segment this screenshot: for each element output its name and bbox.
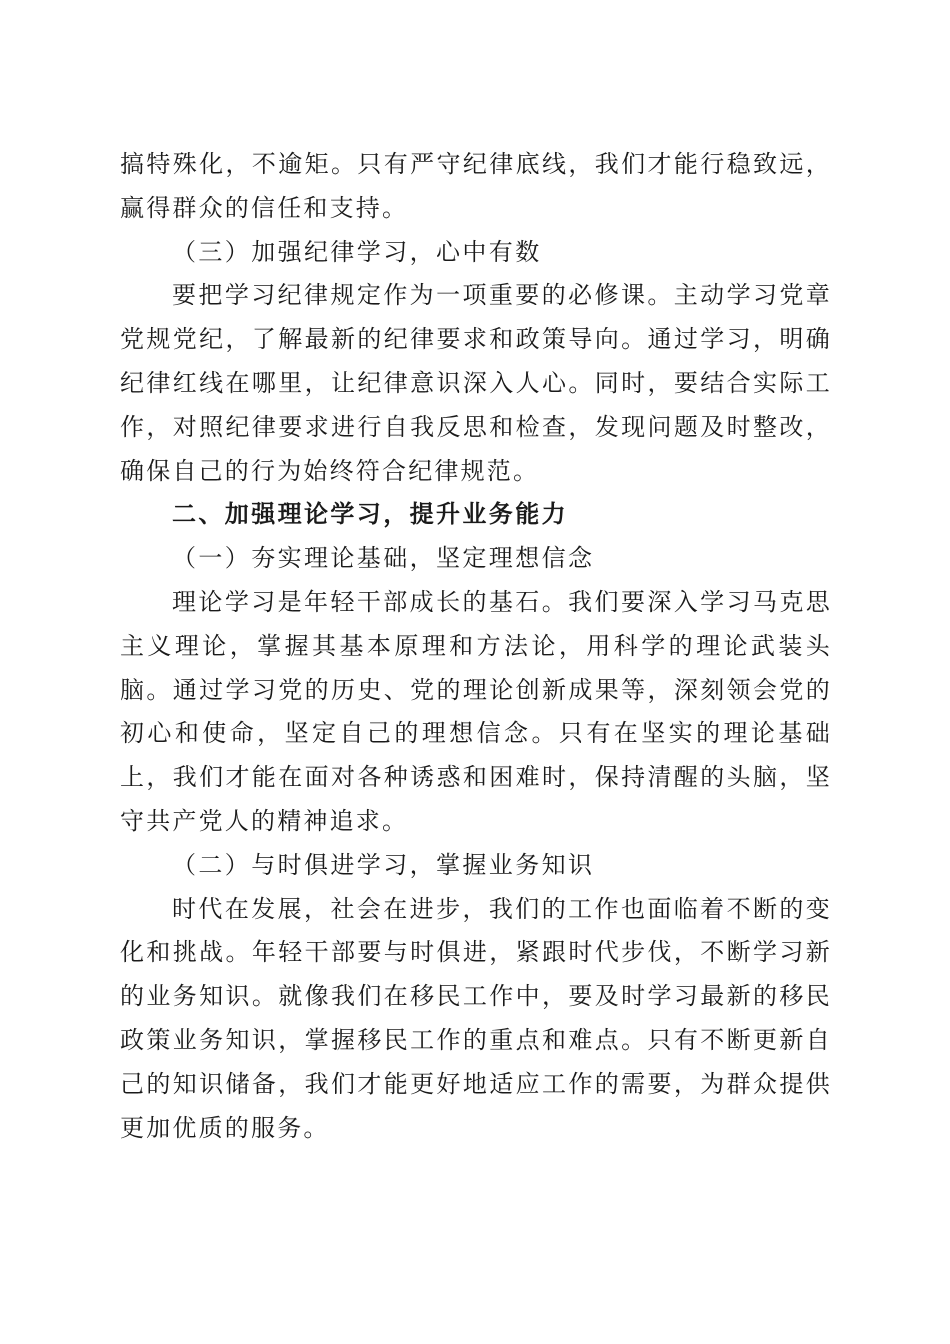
subsection-heading-business-knowledge: （二）与时俱进学习，掌握业务知识 [172, 850, 595, 879]
subsection-heading-discipline-study: （三）加强纪律学习，心中有数 [172, 237, 542, 266]
paragraph-discipline-study: 要把学习纪律规定作为一项重要的必修课。主动学习党章党规党纪，了解最新的纪律要求和政策导向。通过学习，明确纪律红线在哪里，让纪律意识深入人心。同时，要结合实际工作，对照纪律要求进行自我反思和检查，发现问题及时整改，确保自己的行为始终符合纪律规范。 [120, 281, 832, 485]
document-body [120, 143, 832, 1150]
paragraph-continued: 搞特殊化，不逾矩。只有严守纪律底线，我们才能行稳致远，赢得群众的信任和支持。 [120, 150, 832, 222]
section-heading-theory-study: 二、加强理论学习，提升业务能力 [172, 500, 568, 529]
paragraph-business-knowledge: 时代在发展，社会在进步，我们的工作也面临着不断的变化和挑战。年轻干部要与时俱进，紧跟时代步伐，不断学习新的业务知识。就像我们在移民工作中，要及时学习最新的移民政策业务知识，掌握移民工作的重点和难点。只有不断更新自己的知识储备，我们才能更好地适应工作的需要，为群众提供更加优质的服务。 [120, 894, 832, 1142]
subsection-heading-theory-foundation: （一）夯实理论基础，坚定理想信念 [172, 544, 595, 573]
paragraph-theory-foundation: 理论学习是年轻干部成长的基石。我们要深入学习马克思主义理论，掌握其基本原理和方法论，用科学的理论武装头脑。通过学习党的历史、党的理论创新成果等，深刻领会党的初心和使命，坚定自己的理想信念。只有在坚实的理论基础上，我们才能在面对各种诱惑和困难时，保持清醒的头脑，坚守共产党人的精神追求。 [120, 587, 832, 835]
